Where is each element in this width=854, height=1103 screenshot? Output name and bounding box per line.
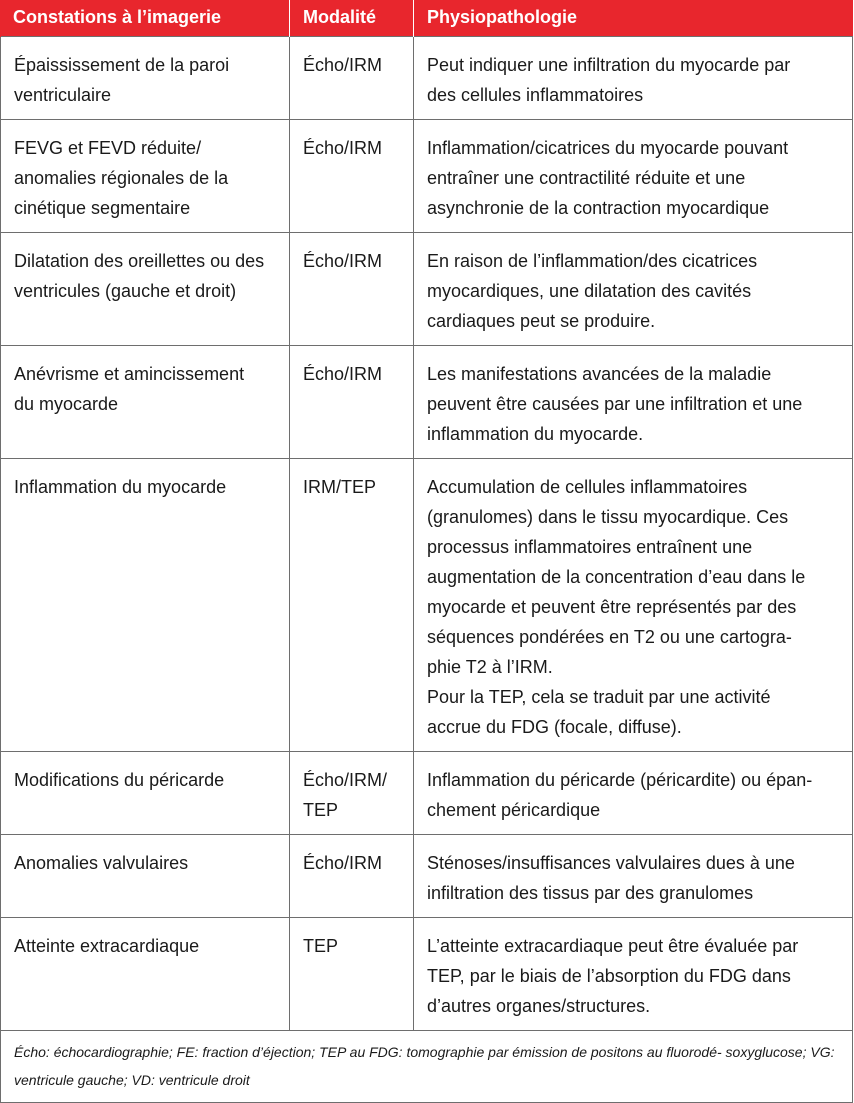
cell-modality <box>290 917 414 1030</box>
table-row <box>1 834 853 917</box>
cell-text-line: Peut indiquer une infiltration du myocarde par <box>427 54 791 75</box>
cell-finding <box>1 917 290 1030</box>
cell-physiopathology <box>414 458 853 751</box>
table-row <box>1 458 853 751</box>
table-row <box>1 345 853 458</box>
cell-text-line: des cellules inflammatoires <box>427 84 644 105</box>
cell-text-line: Écho/IRM <box>303 852 383 873</box>
cell-text-line: TEP, par le biais de l’absorption du FDG dans <box>427 965 791 986</box>
cell-text-line: entraîner une contractilité réduite et une <box>427 167 746 188</box>
cell-text-line: Dilatation des oreillettes ou des <box>14 250 265 271</box>
cell-text-line: Écho/IRM <box>303 54 383 75</box>
cell-modality <box>290 458 414 751</box>
cell-text-line: inflammation du myocarde. <box>427 423 644 444</box>
header-modality: Modalité <box>290 0 414 36</box>
footnote <box>1 1030 853 1102</box>
cell-physiopathology <box>414 345 853 458</box>
cell-text-line: Sténoses/insuffisances valvulaires dues à une <box>427 852 795 873</box>
cell-physiopathology <box>414 834 853 917</box>
table-row <box>1 232 853 345</box>
table-row <box>1 119 853 232</box>
cell-text-line: augmentation de la concentration d’eau dans le <box>427 566 806 587</box>
cell-text-line: Inflammation du myocarde <box>14 476 227 497</box>
cell-finding <box>1 458 290 751</box>
table-row <box>1 36 853 119</box>
cell-text-line: infiltration des tissus par des granulomes <box>427 882 754 903</box>
cell-text-line: d’autres organes/structures. <box>427 995 651 1016</box>
cell-physiopathology <box>414 36 853 119</box>
cell-text-line: anomalies régionales de la <box>14 167 229 188</box>
cell-text-line: chement péricardique <box>427 799 601 820</box>
cell-text-line: Épaississement de la paroi <box>14 54 230 75</box>
cell-text-line: Modifications du péricarde <box>14 769 225 790</box>
cell-text-line: accrue du FDG (focale, diffuse). <box>427 716 682 737</box>
cell-text-line: TEP <box>303 799 339 820</box>
cell-text-line: Écho/IRM <box>303 137 383 158</box>
cell-text-line: En raison de l’inflammation/des cicatrices <box>427 250 758 271</box>
header-row <box>1 0 853 36</box>
table-body <box>1 36 853 1030</box>
cell-text-line: myocardiques, une dilatation des cavités <box>427 280 752 301</box>
cell-finding <box>1 834 290 917</box>
cell-modality <box>290 36 414 119</box>
table-footer <box>1 1030 853 1102</box>
cell-text-line: asynchronie de la contraction myocardique <box>427 197 770 218</box>
cell-text-line: cinétique segmentaire <box>14 197 191 218</box>
cell-text-line: peuvent être causées par une infiltration et une <box>427 393 803 414</box>
table-row <box>1 917 853 1030</box>
table-header <box>1 0 853 36</box>
cell-modality <box>290 345 414 458</box>
cell-text-line: processus inflammatoires entraînent une <box>427 536 753 557</box>
cell-text-line: Accumulation de cellules inflammatoires <box>427 476 748 497</box>
cell-finding <box>1 36 290 119</box>
cell-physiopathology <box>414 917 853 1030</box>
cell-text-line: FEVG et FEVD réduite/ <box>14 137 202 158</box>
cell-text-line: Écho/IRM <box>303 250 383 271</box>
cell-finding <box>1 345 290 458</box>
cell-text-line: Écho/IRM <box>303 363 383 384</box>
cell-text-line: Anomalies valvulaires <box>14 852 189 873</box>
header-physiopathology: Physiopathologie <box>414 0 853 36</box>
cell-physiopathology <box>414 232 853 345</box>
header-findings: Constations à l’imagerie <box>1 0 290 36</box>
footnote-row <box>1 1030 853 1102</box>
footnote-line: Écho: échocardiographie; FE: fraction d’éjection; TEP au FDG: tomographie par émission de positons au fluorodé- <box>14 1043 722 1060</box>
cell-text-line: phie T2 à l’IRM. <box>427 656 553 677</box>
cell-modality <box>290 232 414 345</box>
cell-text-line: L’atteinte extracardiaque peut être évaluée par <box>427 935 799 956</box>
table-row <box>1 751 853 834</box>
cell-text-line: IRM/TEP <box>303 476 377 497</box>
cell-finding <box>1 119 290 232</box>
cell-physiopathology <box>414 751 853 834</box>
cell-text-line: Pour la TEP, cela se traduit par une activité <box>427 686 771 707</box>
cell-text-line: Inflammation/cicatrices du myocarde pouvant <box>427 137 789 158</box>
cell-modality <box>290 119 414 232</box>
footnote-line: soxyglucose; VG: ventricule gauche; VD: ventricule droit <box>14 1043 835 1088</box>
cell-text-line: séquences pondérées en T2 ou une cartogra- <box>427 626 792 647</box>
cell-modality <box>290 834 414 917</box>
cell-finding <box>1 751 290 834</box>
cell-text-line: ventricules (gauche et droit) <box>14 280 237 301</box>
cell-text-line: ventriculaire <box>14 84 112 105</box>
cell-modality <box>290 751 414 834</box>
cell-finding <box>1 232 290 345</box>
cell-text-line: Inflammation du péricarde (péricardite) ou épan- <box>427 769 813 790</box>
cell-text-line: Les manifestations avancées de la maladie <box>427 363 772 384</box>
cell-text-line: Anévrisme et amincissement <box>14 363 245 384</box>
cell-text-line: Écho/IRM/ <box>303 769 388 790</box>
cell-text-line: (granulomes) dans le tissu myocardique. Ces <box>427 506 789 527</box>
cell-physiopathology <box>414 119 853 232</box>
cell-text-line: myocarde et peuvent être représentés par des <box>427 596 797 617</box>
cell-text-line: Atteinte extracardiaque <box>14 935 200 956</box>
cell-text-line: cardiaques peut se produire. <box>427 310 656 331</box>
cell-text-line: du myocarde <box>14 393 119 414</box>
cell-text-line: TEP <box>303 935 339 956</box>
